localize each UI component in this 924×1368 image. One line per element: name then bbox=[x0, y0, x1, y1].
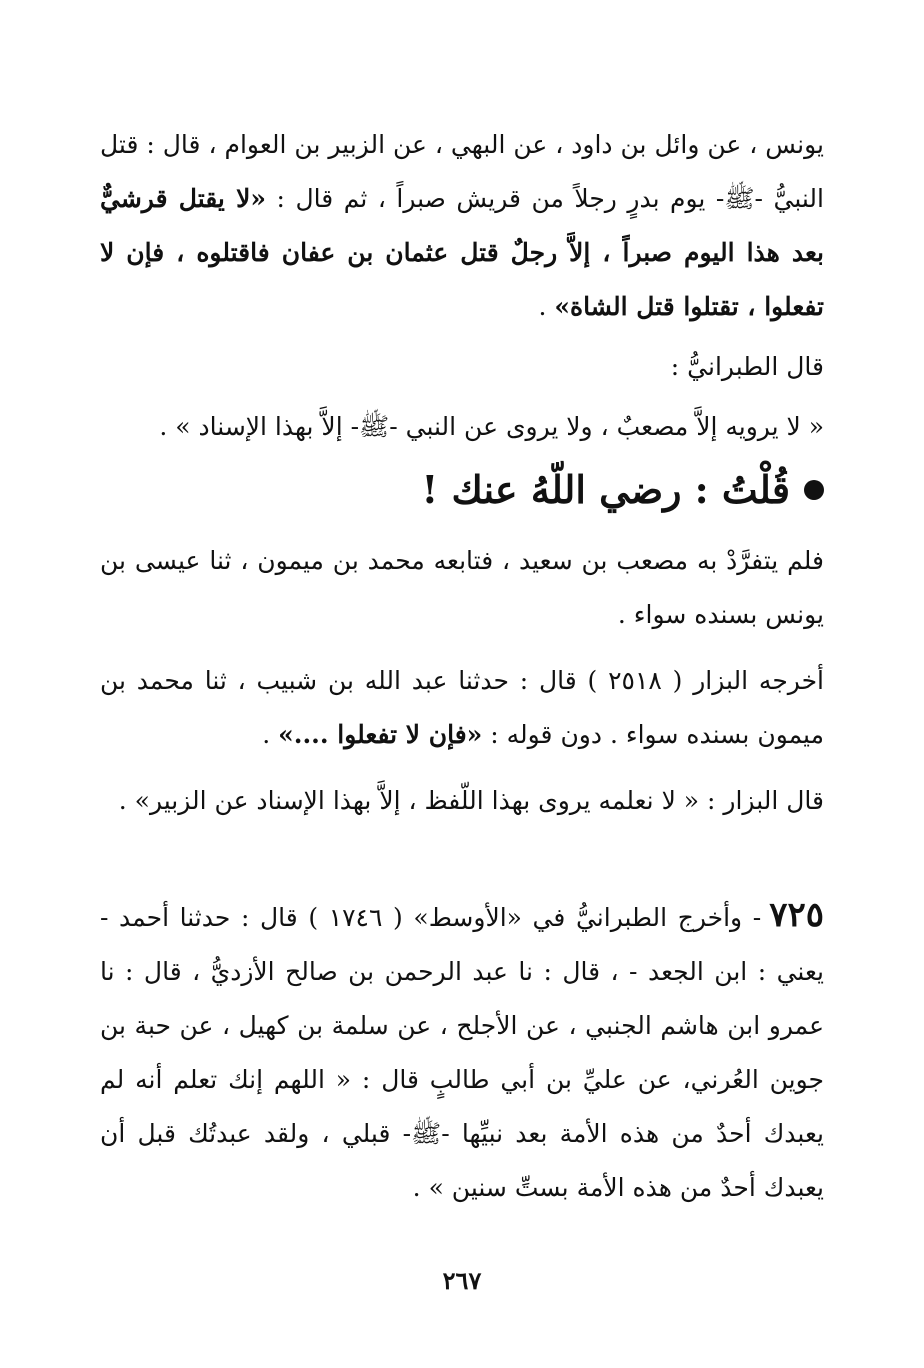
paragraph-text: أخرجه البزار ( ٢٥١٨ ) قال : حدثنا عبد الله بن شبيب ، ثنا محمد بن ميمون بسنده سواء . دون قوله : bbox=[100, 666, 824, 749]
bullet-dot-icon bbox=[804, 480, 824, 500]
section-heading bbox=[100, 458, 824, 522]
tabarani-quote: « لا يرويه إلاَّ مصعبٌ ، ولا يروى عن النبي -ﷺ- إلاَّ بهذا الإسناد » . bbox=[159, 412, 824, 441]
paragraph-text-end: . bbox=[262, 720, 279, 749]
paragraph-hadith-zubair bbox=[100, 118, 824, 334]
paragraph-text: يونس ، عن وائل بن داود ، عن البهي ، عن الزبير بن العوام ، قال : قتل النبيُّ -ﷺ- يوم بدرٍ رجلاً من قريش صبراً ، ثم قال : bbox=[100, 130, 824, 213]
tabarani-label: قال الطبرانيُّ : bbox=[670, 352, 824, 381]
paragraph-text: - وأخرج الطبرانيُّ في «الأوسط» ( ١٧٤٦ ) قال : حدثنا أحمد - يعني : ابن الجعد - ، قال : نا عبد الرحمن بن صالح الأزديُّ ، قال : نا عمرو ابن هاشم الجنبي ، عن الأجلح ، عن سلمة بن كهيل ، عن حبة بن جوين العُرني، عن عليِّ بن أبي طالبٍ قال : « اللهم إنك تعلم أنه لم يعبدك أحدٌ من هذه الأمة بعد نبيِّها -ﷺ- قبلي ، ولقد عبدتُك قبل أن يعبدك أحدٌ من هذه الأمة بستِّ سنين » . bbox=[100, 903, 824, 1202]
hadith-number: ٧٢٥ bbox=[769, 895, 824, 935]
paragraph-mutabaah: فلم يتفرَّدْ به مصعب بن سعيد ، فتابعه محمد بن ميمون ، ثنا عيسى بن يونس بسنده سواء . bbox=[100, 546, 824, 629]
paragraph-text-end: . bbox=[538, 292, 555, 321]
hadith-quote-bold: «لا يقتل قرشيٌّ بعد هذا اليوم صبراً ، إلاَّ رجلٌ قتل عثمان بن عفان فاقتلوه ، فإن لا تفعلوا ، تقتلوا قتل الشاة» bbox=[100, 184, 824, 321]
paragraph-bazzar-takhrij bbox=[100, 654, 824, 762]
paragraph-hadith-725 bbox=[100, 888, 824, 1215]
paragraph-bazzar-comment: قال البزار : « لا نعلمه يروى بهذا اللّفظ ، إلاَّ بهذا الإسناد عن الزبير» . bbox=[118, 786, 824, 815]
quote-bold: «فإن لا تفعلوا ....» bbox=[278, 720, 483, 749]
page-number: ٢٦٧ bbox=[442, 1266, 482, 1295]
section-heading-text: قُلْتُ : رضي اللّهُ عنك ! bbox=[421, 467, 790, 512]
